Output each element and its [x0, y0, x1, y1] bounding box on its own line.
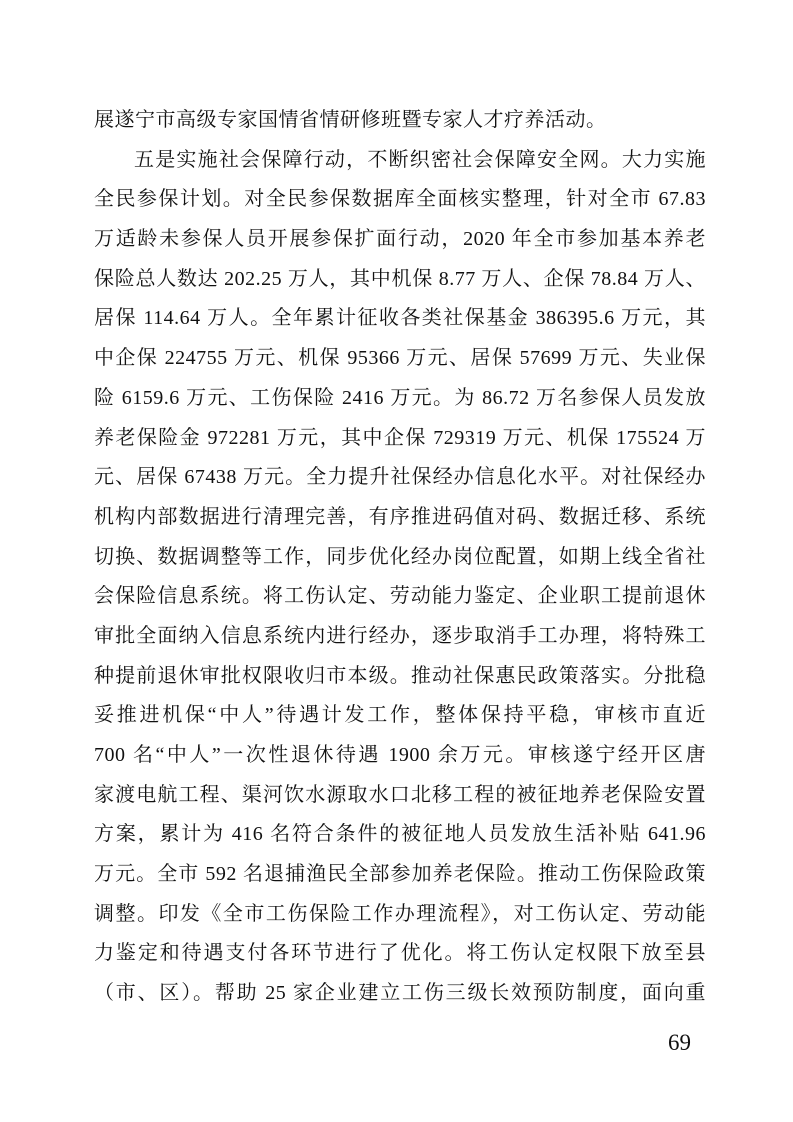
text-line: 保险总人数达 202.25 万人，其中机保 8.77 万人、企保 78.84 万人、 [94, 267, 706, 290]
text-line: 中企保 224755 万元、机保 95366 万元、居保 57699 万元、失业保 [94, 347, 706, 370]
text-line: （市、区）。帮助 25 家企业建立工伤三级长效预防制度，面向重 [94, 982, 706, 1005]
text-line: 展遂宁市高级专家国情省情研修班暨专家人才疗养活动。 [94, 109, 607, 131]
text-line: 切换、数据调整等工作，同步优化经办岗位配置，如期上线全省社 [94, 545, 706, 568]
text-line: 调整。印发《全市工伤保险工作办理流程》，对工伤认定、劳动能 [94, 902, 706, 925]
text-line: 五是实施社会保障行动，不断织密社会保障安全网。大力实施 [134, 148, 706, 171]
text-line: 养老保险金 972281 万元，其中企保 729319 万元、机保 175524 万 [94, 426, 706, 449]
text-line: 种提前退休审批权限收归市本级。推动社保惠民政策落实。分批稳 [94, 664, 706, 687]
text-line: 会保险信息系统。将工伤认定、劳动能力鉴定、企业职工提前退休 [94, 585, 706, 608]
text-line: 700 名“中人”一次性退休待遇 1900 余万元。审核遂宁经开区唐 [94, 744, 706, 766]
text-line: 家渡电航工程、渠河饮水源取水口北移工程的被征地养老保险安置 [94, 783, 706, 806]
body-text-block [94, 101, 706, 1014]
text-line: 元、居保 67438 万元。全力提升社保经办信息化水平。对社保经办 [94, 466, 706, 489]
page-number: 69 [668, 1030, 691, 1055]
text-line: 居保 114.64 万人。全年累计征收各类社保基金 386395.6 万元，其 [94, 307, 706, 330]
text-line: 审批全面纳入信息系统内进行经办，逐步取消手工办理，将特殊工 [94, 624, 706, 647]
text-line: 险 6159.6 万元、工伤保险 2416 万元。为 86.72 万名参保人员发放 [94, 386, 706, 409]
text-line: 万适龄未参保人员开展参保扩面行动，2020 年全市参加基本养老 [94, 228, 706, 251]
text-line: 全民参保计划。对全民参保数据库全面核实整理，针对全市 67.83 [94, 188, 706, 211]
text-line: 机构内部数据进行清理完善，有序推进码值对码、数据迁移、系统 [94, 505, 706, 528]
text-line: 力鉴定和待遇支付各环节进行了优化。将工伤认定权限下放至县 [94, 942, 706, 965]
text-line: 万元。全市 592 名退捕渔民全部参加养老保险。推动工伤保险政策 [94, 863, 706, 886]
text-line: 妥推进机保“中人”待遇计发工作，整体保持平稳，审核市直近 [94, 704, 706, 727]
text-line: 方案，累计为 416 名符合条件的被征地人员发放生活补贴 641.96 [94, 823, 706, 846]
